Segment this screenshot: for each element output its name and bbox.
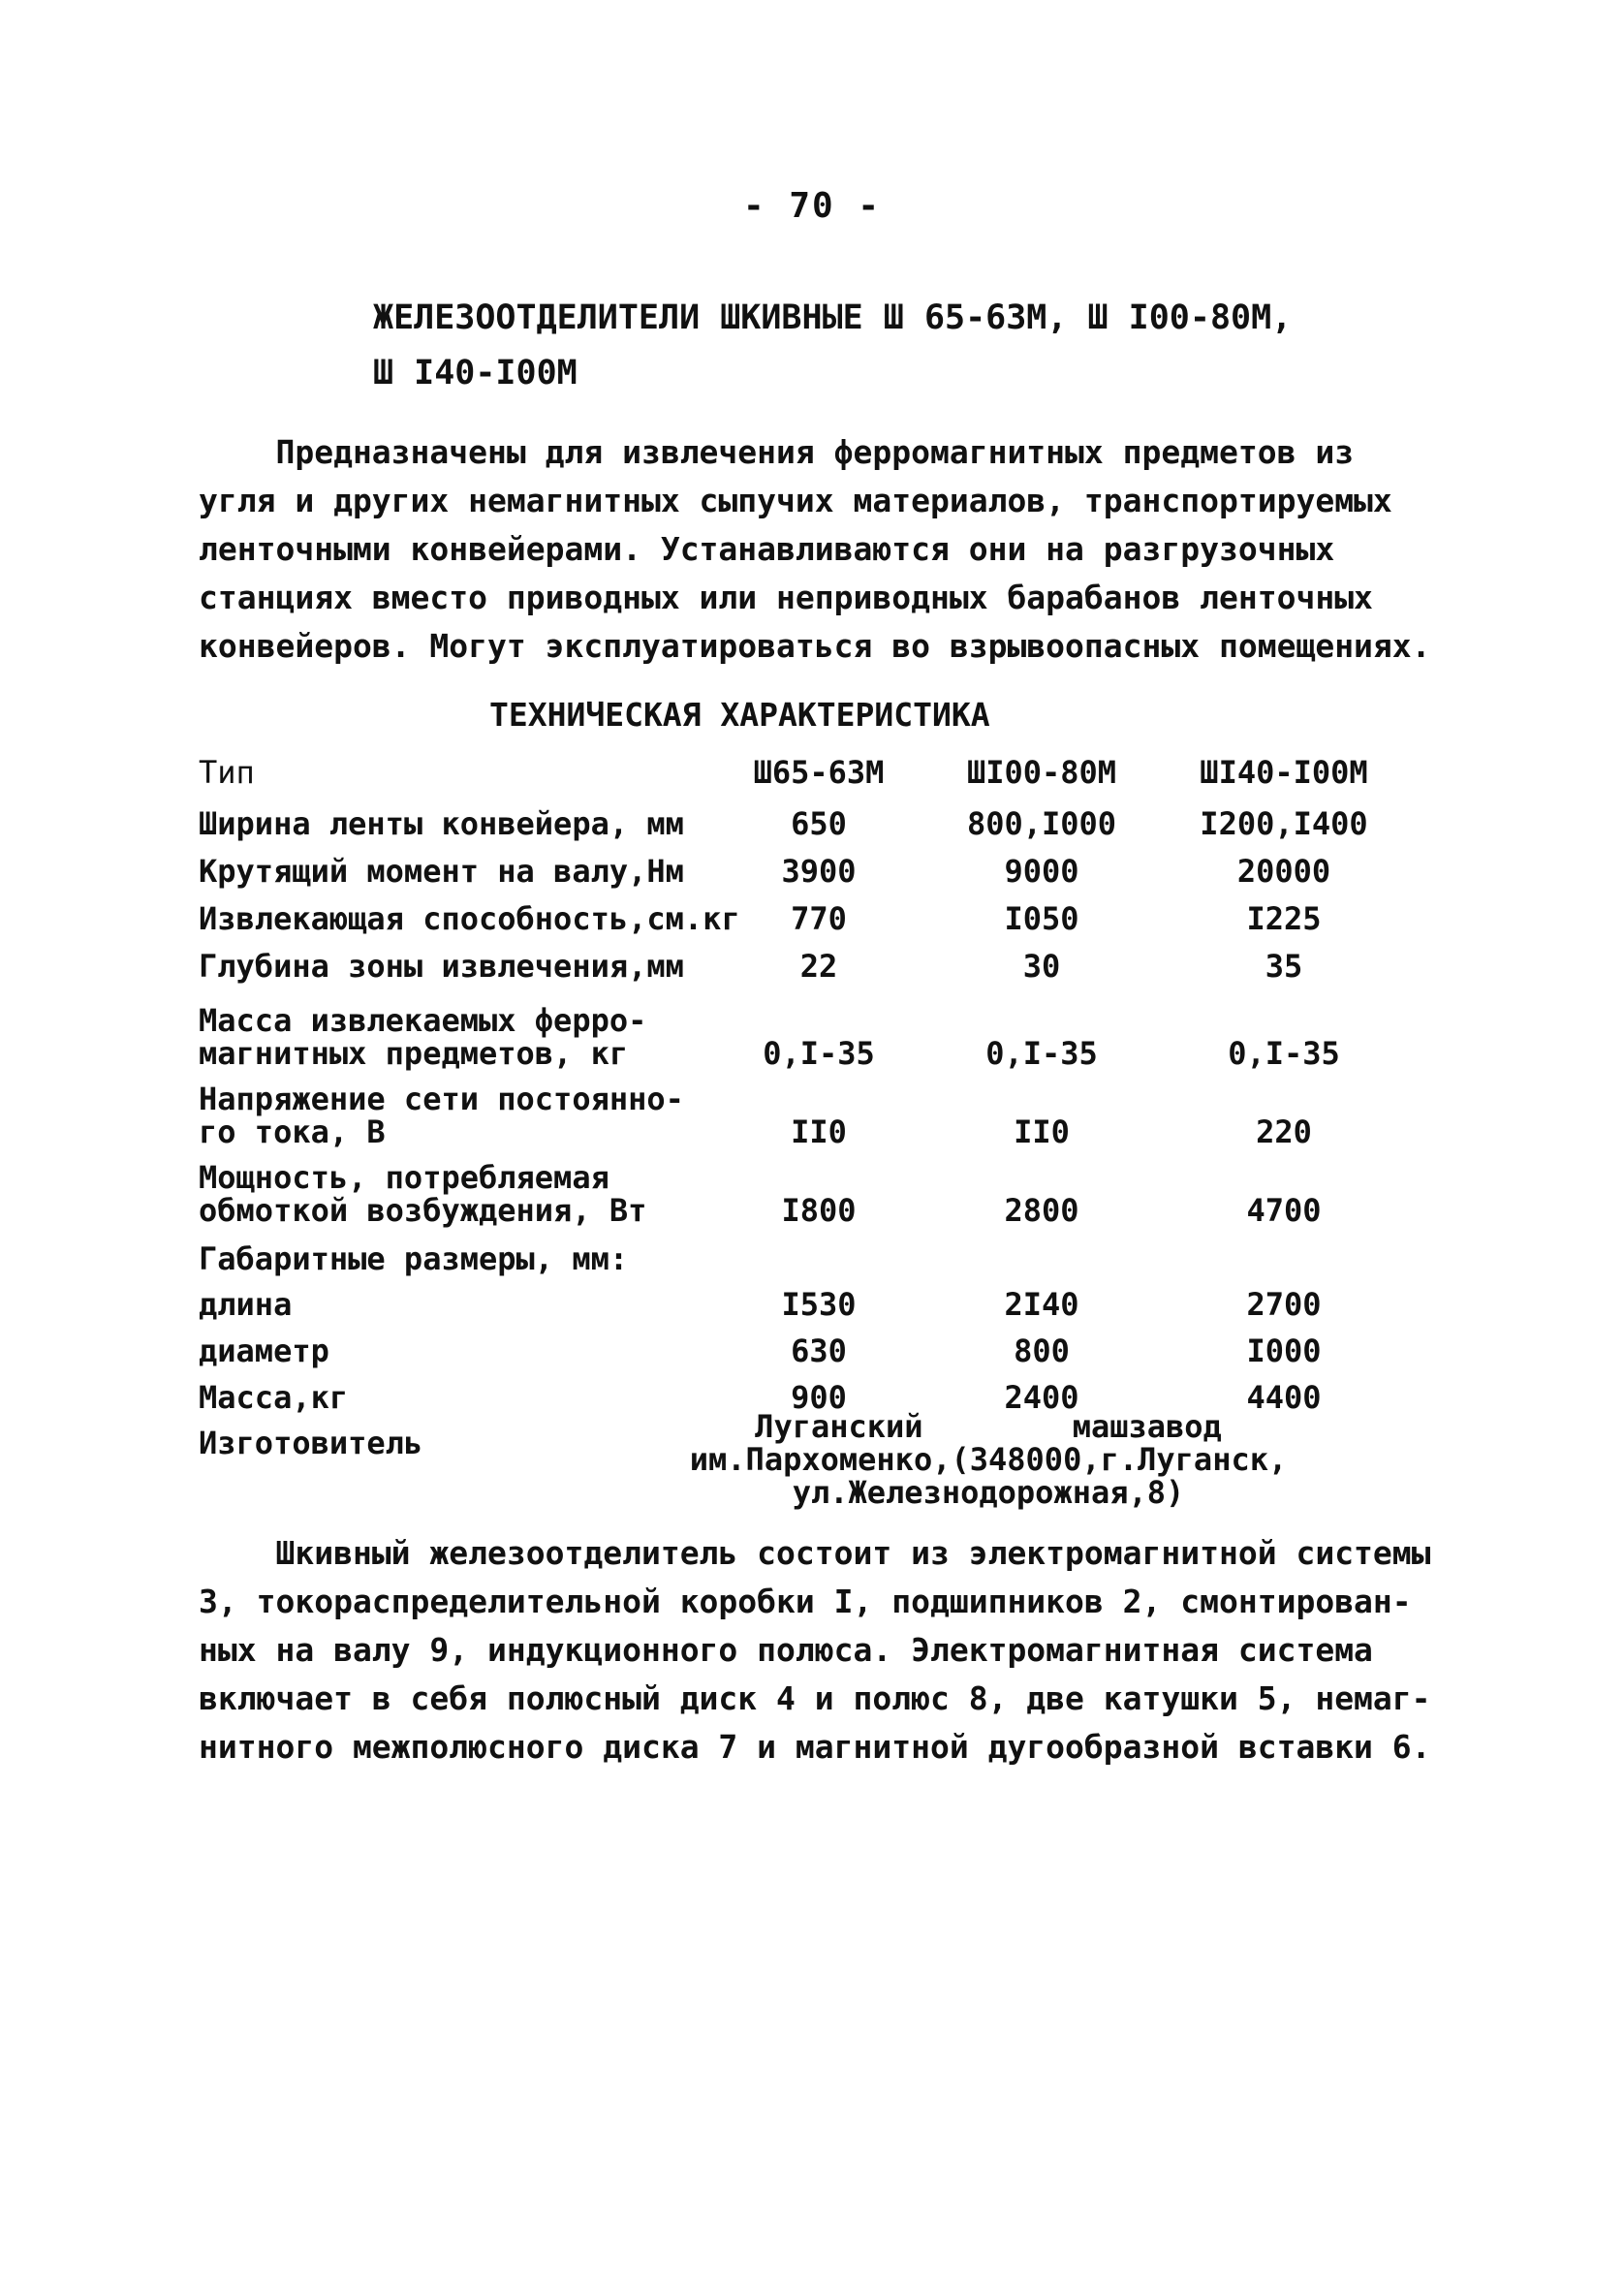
description-line: нитного межполюсного диска 7 и магнитной дугообразной вставки 6. bbox=[199, 1728, 1431, 1766]
spec-row-value: 2800 bbox=[1004, 1192, 1079, 1229]
spec-row-value: I225 bbox=[1246, 900, 1322, 937]
manufacturer-text: Луганский машзавод им.Пархоменко,(348000,г.Луганск, ул.Железнодорожная,8) bbox=[689, 1408, 1288, 1511]
description-line: включает в себя полюсный диск 4 и полюс 8, две катушки 5, немаг- bbox=[199, 1679, 1431, 1717]
spec-row-label: диаметр bbox=[199, 1333, 329, 1369]
spec-header-type: Ш65-63М bbox=[753, 754, 885, 791]
spec-row-value: 2400 bbox=[1004, 1379, 1079, 1416]
spec-header-type: ШI40-I00М bbox=[1200, 754, 1368, 791]
spec-row-value: I050 bbox=[1004, 900, 1079, 937]
spec-row-value: 3900 bbox=[781, 853, 857, 890]
spec-row-value: 35 bbox=[1265, 948, 1303, 985]
spec-row-label: Масса извлекаемых ферро- магнитных предметов, кг bbox=[199, 1002, 647, 1072]
spec-row-value: 30 bbox=[1022, 948, 1061, 985]
spec-row-value: 220 bbox=[1256, 1113, 1312, 1150]
description-paragraph bbox=[199, 1529, 1431, 1772]
spec-header-label: Тип bbox=[199, 754, 255, 791]
spec-row-value: 800 bbox=[1014, 1333, 1070, 1369]
spec-row-label: Масса,кг bbox=[199, 1379, 349, 1416]
spec-row-value: 4700 bbox=[1246, 1192, 1322, 1229]
title-line-2: Ш I40-I00М bbox=[373, 354, 578, 392]
spec-row-label: Извлекающая способность,см.кг bbox=[199, 900, 740, 937]
spec-row-value: II0 bbox=[791, 1113, 847, 1150]
document-title bbox=[373, 291, 1292, 401]
spec-heading: ТЕХНИЧЕСКАЯ ХАРАКТЕРИСТИКА bbox=[489, 696, 990, 734]
intro-line: конвейеров. Могут эксплуатироваться во взрывоопасных помещениях. bbox=[199, 627, 1431, 665]
spec-row-value: 0,I-35 bbox=[763, 1035, 875, 1072]
spec-row-value: 770 bbox=[791, 900, 847, 937]
description-line: Шкивный железоотделитель состоит из электромагнитной системы bbox=[199, 1534, 1431, 1572]
manufacturer-label: Изготовитель bbox=[199, 1425, 423, 1461]
page-number: - 70 - bbox=[742, 186, 882, 226]
intro-line: ленточными конвейерами. Устанавливаются они на разгрузочных bbox=[199, 530, 1335, 568]
intro-line: станциях вместо приводных или неприводных барабанов ленточных bbox=[199, 579, 1373, 616]
spec-row-value: 650 bbox=[791, 805, 847, 842]
intro-line: Предназначены для извлечения ферромагнитных предметов из bbox=[199, 433, 1355, 471]
spec-row-value: 2I40 bbox=[1004, 1286, 1079, 1323]
spec-row-value: 800,I000 bbox=[966, 805, 1117, 842]
spec-row-value: I000 bbox=[1246, 1333, 1322, 1369]
title-line-1: ЖЕЛЕЗООТДЕЛИТЕЛИ ШКИВНЫЕ Ш 65-63М, Ш I00-80М, bbox=[373, 298, 1293, 337]
spec-row-value: 630 bbox=[791, 1333, 847, 1369]
spec-row-value: 0,I-35 bbox=[1228, 1035, 1340, 1072]
spec-row-value: 4400 bbox=[1246, 1379, 1322, 1416]
spec-row-value: 20000 bbox=[1236, 853, 1331, 890]
description-line: ных на валу 9, индукционного полюса. Электромагнитная система bbox=[199, 1631, 1373, 1669]
spec-row-value: 0,I-35 bbox=[985, 1035, 1098, 1072]
spec-row-value: I530 bbox=[781, 1286, 857, 1323]
spec-row-value: 900 bbox=[791, 1379, 847, 1416]
spec-row-value: I800 bbox=[781, 1192, 857, 1229]
spec-row-label: Ширина ленты конвейера, мм bbox=[199, 805, 684, 842]
spec-row-label: Габаритные размеры, мм: bbox=[199, 1240, 629, 1277]
intro-line: угля и других немагнитных сыпучих материалов, транспортируемых bbox=[199, 482, 1392, 519]
spec-row-label: Мощность, потребляемая обмоткой возбуждения, Вт bbox=[199, 1159, 647, 1229]
spec-row-label: Напряжение сети постоянно- го тока, В bbox=[199, 1081, 684, 1150]
spec-row-value: 9000 bbox=[1004, 853, 1079, 890]
spec-row-value: I200,I400 bbox=[1200, 805, 1368, 842]
intro-paragraph bbox=[199, 428, 1431, 671]
spec-row-value: 2700 bbox=[1246, 1286, 1322, 1323]
spec-header-type: ШI00-80М bbox=[966, 754, 1117, 791]
spec-row-label: Крутящий момент на валу,Нм bbox=[199, 853, 684, 890]
spec-row-value: II0 bbox=[1014, 1113, 1070, 1150]
description-line: 3, токораспределительной коробки I, подшипников 2, смонтирован- bbox=[199, 1583, 1412, 1620]
spec-row-label: длина bbox=[199, 1286, 293, 1323]
spec-row-label: Глубина зоны извлечения,мм bbox=[199, 948, 684, 985]
spec-row-value: 22 bbox=[799, 948, 838, 985]
